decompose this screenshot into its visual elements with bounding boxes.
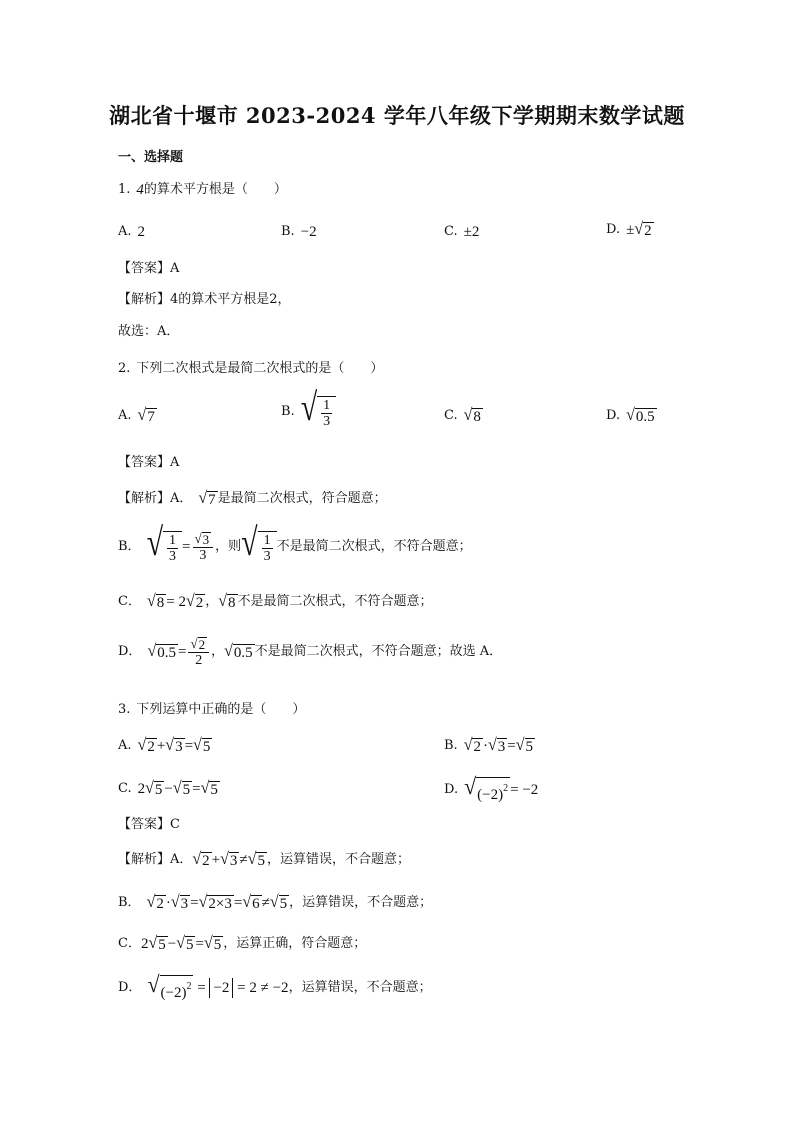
question-number: 3. <box>118 702 131 717</box>
question-stem: 的算术平方根是（ ） <box>143 182 287 197</box>
option-d: D. √ 0.5 <box>606 406 655 425</box>
question-3 <box>118 700 305 720</box>
option-d: D. √ $(-2)^2$ = −2 <box>444 773 539 803</box>
analysis-1: 【解析】4的算术平方根是2， <box>118 292 291 307</box>
option-a: A. √ 7 <box>118 406 155 425</box>
option-c: C. √ 8 <box>444 406 481 425</box>
question-number: 1. <box>118 182 131 197</box>
analysis-2-d: D． √ 0.5 = √ 2 2 ， √ 0.5 不是最简二次根式，不符合题意；故选 A． <box>118 635 503 668</box>
section-heading: 一、选择题 <box>118 150 184 165</box>
option-c: C. ±2 <box>444 224 480 240</box>
question-2 <box>118 359 383 379</box>
answer-1: 【答案】A <box>118 261 180 276</box>
option-d: D. ± √ 2 <box>606 220 652 239</box>
sqrt-expression: √ 2 <box>634 220 652 239</box>
choice-1: 故选：A． <box>118 324 180 339</box>
option-a: A. √ 2 + √ 3 = √ 5 <box>118 736 211 755</box>
question-1 <box>118 180 287 200</box>
analysis-3-b: B． √ 2 · √ 3 = √ 2×3 = √ 6 ≠ √ 5 ，运算错误，不合题意； <box>118 893 433 912</box>
answer-2: 【答案】A <box>118 455 180 470</box>
question-stem: 下列运算中正确的是（ ） <box>136 702 306 717</box>
analysis-2-b: B． √ $\frac{1}{3}$ = √ 3 3 ，则 √ $\frac{1}{3}$ 不是最简二次根式，不符合题意； <box>118 521 472 565</box>
answer-3: 【答案】C <box>118 817 180 832</box>
analysis-3-d: D． √ $(-2)^2$ = −2 = 2 ≠ −2 ，运算错误，不合题意； <box>118 971 432 1001</box>
analysis-2-c: C． √ 8 = 2 √ 2 ， √ 8 不是最简二次根式，不符合题意； <box>118 592 433 611</box>
option-c: C. 2 √ 5 − √ 5 = √ 5 <box>118 779 218 798</box>
math-expression: 4 <box>136 182 144 198</box>
option-value: ±2 <box>463 224 480 240</box>
question-number: 2. <box>118 361 131 376</box>
option-value: 2 <box>137 224 146 240</box>
analysis-3-a: 【解析】A． √ 2 + √ 3 ≠ √ 5 ，运算错误，不合题意； <box>118 850 410 869</box>
analysis-2-a: 【解析】A． √ 7 是最简二次根式，符合题意； <box>118 489 387 508</box>
option-value: −2 <box>300 224 317 240</box>
option-b: B. √ 2 · √ 3 = √ 5 <box>444 736 533 755</box>
option-a: A. 2 <box>118 224 146 240</box>
analysis-3-c: C． 2 √ 5 − √ 5 = √ 5 ，运算正确，符合题意； <box>118 934 367 953</box>
option-b: B. −2 <box>281 224 317 240</box>
option-b: B. √ $\frac{1}{3}$ <box>281 395 336 429</box>
question-stem: 下列二次根式是最简二次根式的是（ ） <box>136 361 384 376</box>
page-title: 湖北省十堰市 2023-2024 学年八年级下学期期末数学试题 <box>109 103 685 128</box>
